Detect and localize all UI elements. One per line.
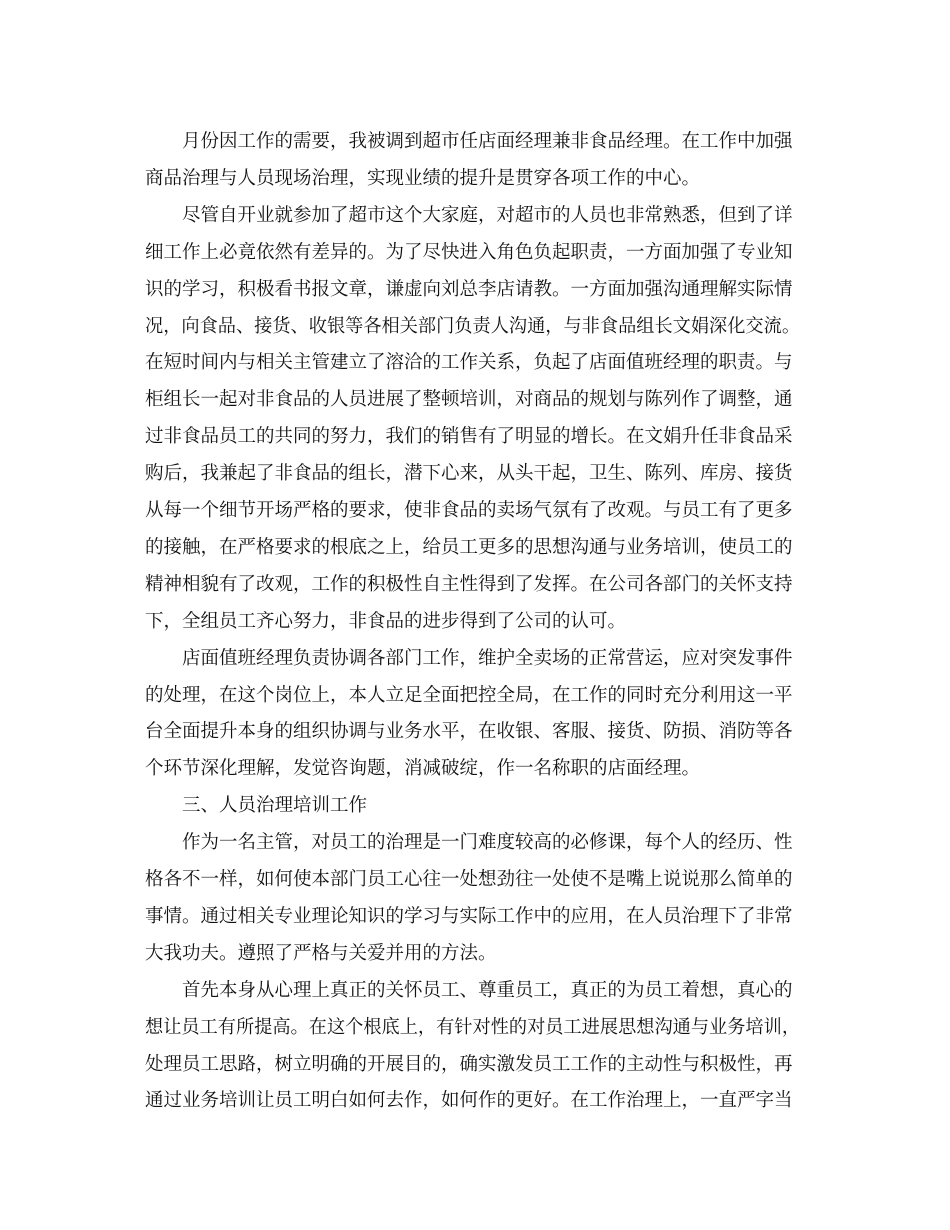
text-line: 大我功夫。遵照了严格与关爱并用的方法。 bbox=[145, 942, 497, 964]
text-line: 购后，我兼起了非食品的组长，潜下心来，从头干起，卫生、陈列、库房、接货 bbox=[145, 463, 793, 485]
text-line: 过非食品员工的共同的努力，我们的销售有了明显的增长。在文娟升任非食品采 bbox=[145, 426, 793, 448]
text-line: 下，全组员工齐心努力，非食品的进步得到了公司的认可。 bbox=[145, 610, 627, 632]
text-line: 商品治理与人员现场治理，实现业绩的提升是贯穿各项工作的中心。 bbox=[145, 167, 701, 189]
text-line: 台全面提升本身的组织协调与业务水平，在收银、客服、接货、防损、消防等各 bbox=[145, 721, 793, 743]
text-line: 月份因工作的需要，我被调到超市任店面经理兼非食品经理。在工作中加强 bbox=[182, 131, 793, 152]
text-line: 处理员工思路，树立明确的开展目的，确实激发员工工作的主动性与积极性，再 bbox=[145, 1053, 793, 1075]
text-line: 通过业务培训让员工明白如何去作，如何作的更好。在工作治理上，一直严字当 bbox=[145, 1090, 793, 1112]
text-line: 识的学习，积极看书报文章，谦虚向刘总李店请教。一方面加强沟通理解实际情 bbox=[145, 278, 793, 300]
text-line: 三、人员治理培训工作 bbox=[182, 795, 368, 817]
text-line: 尽管自开业就参加了超市这个大家庭，对超市的人员也非常熟悉，但到了详 bbox=[182, 204, 793, 226]
text-line: 作为一名主管，对员工的治理是一门难度较高的必修课，每个人的经历、性 bbox=[182, 832, 793, 854]
text-line: 想让员工有所提高。在这个根底上，有针对性的对员工进展思想沟通与业务培训， bbox=[145, 1016, 801, 1038]
text-line: 事情。通过相关专业理论知识的学习与实际工作中的应用，在人员治理下了非常 bbox=[145, 905, 793, 927]
text-line: 的接触，在严格要求的根底之上，给员工更多的思想沟通与业务培训，使员工的 bbox=[145, 536, 793, 558]
text-line: 个环节深化理解，发觉咨询题，消减破绽，作一名称职的店面经理。 bbox=[145, 758, 701, 780]
text-line: 的处理，在这个岗位上，本人立足全面把控全局，在工作的同时充分利用这一平 bbox=[145, 684, 793, 706]
text-line: 细工作上必竟依然有差异的。为了尽快进入角色负起职责，一方面加强了专业知 bbox=[145, 241, 793, 263]
text-line: 在短时间内与相关主管建立了溶洽的工作关系，负起了店面值班经理的职责。与 bbox=[145, 352, 793, 374]
text-line: 首先本身从心理上真正的关怀员工、尊重员工，真正的为员工着想，真心的 bbox=[182, 979, 793, 1001]
text-line: 精神相貌有了改观，工作的积极性自主性得到了发挥。在公司各部门的关怀支持 bbox=[145, 573, 793, 595]
text-line: 从每一个细节开场严格的要求，使非食品的卖场气氛有了改观。与员工有了更多 bbox=[145, 500, 793, 521]
text-line: 柜组长一起对非食品的人员进展了整顿培训，对商品的规划与陈列作了调整，通 bbox=[145, 389, 793, 411]
text-line: 况，向食品、接货、收银等各相关部门负责人沟通，与非食品组长文娟深化交流。 bbox=[145, 315, 801, 337]
text-line: 格各不一样，如何使本部门员工心往一处想劲往一处使不是嘴上说说那么简单的 bbox=[145, 869, 793, 890]
text-line: 店面值班经理负责协调各部门工作，维护全卖场的正常营运，应对突发事件 bbox=[182, 647, 793, 669]
